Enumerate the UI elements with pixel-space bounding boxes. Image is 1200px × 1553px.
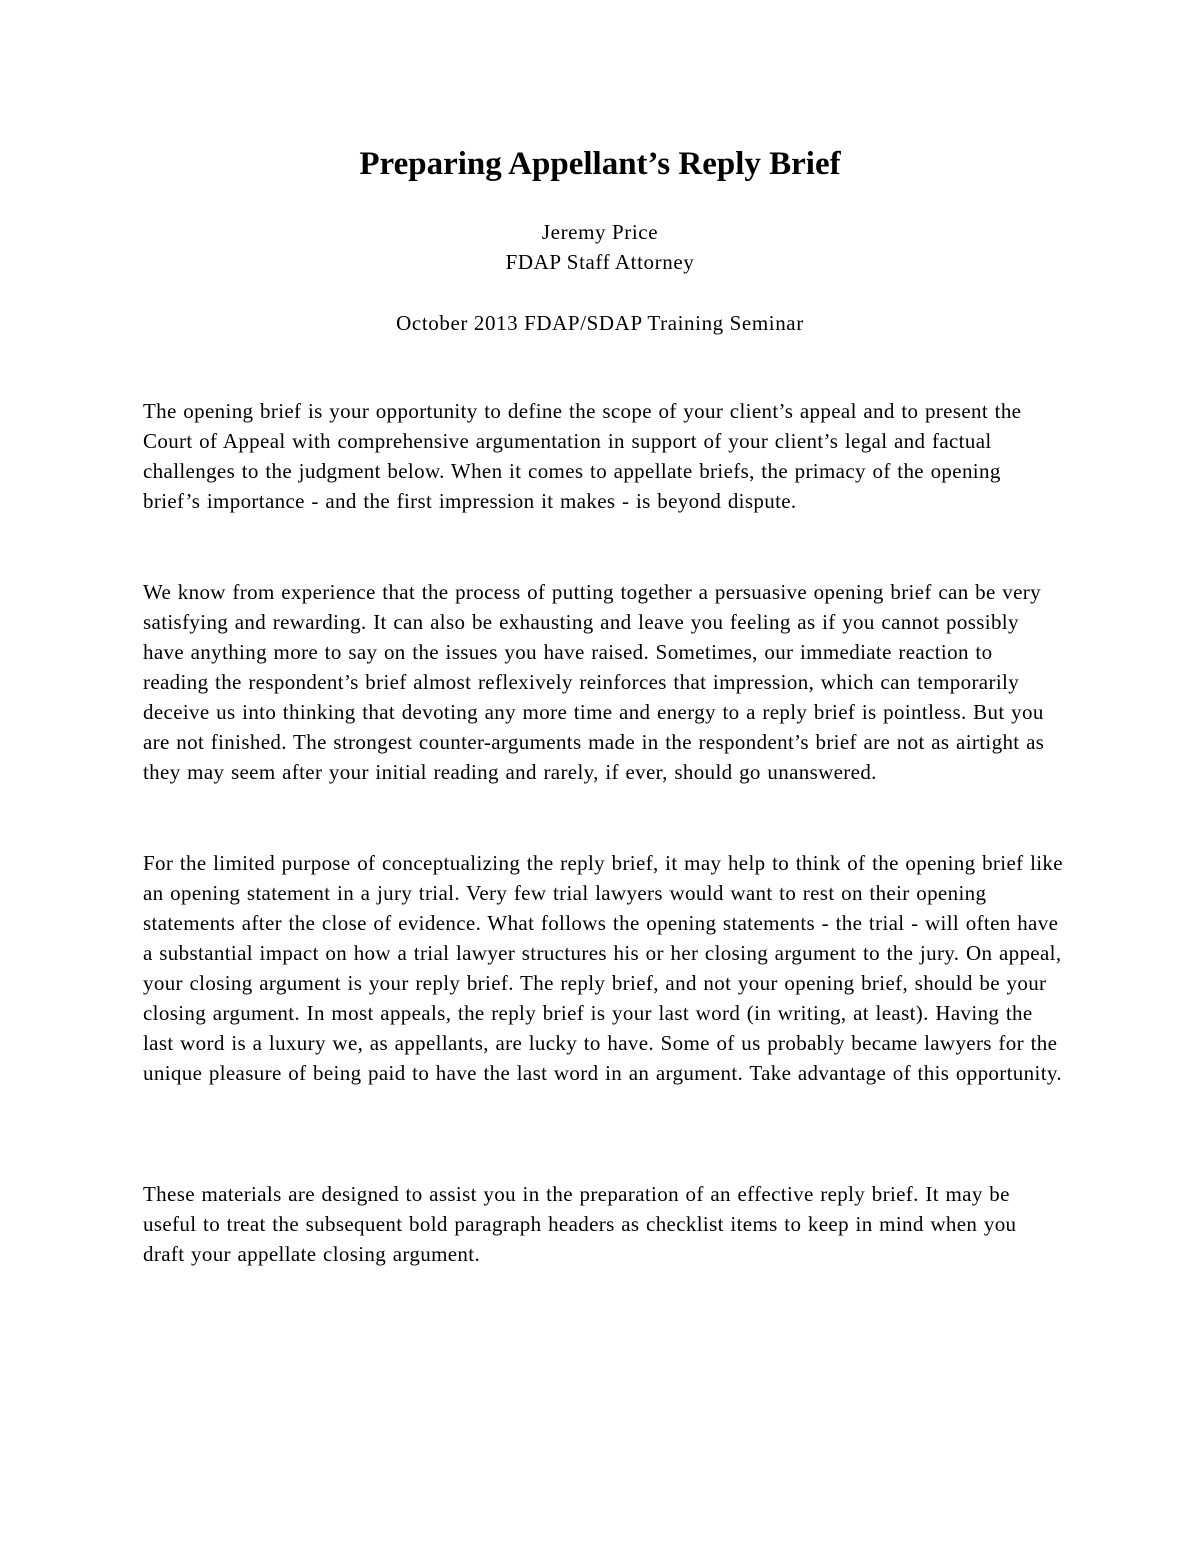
body-paragraph-2: We know from experience that the process of putting together a persuasive opening brief can be very satisfying and rewarding. It can also be exhausting and leave you feeling as if you cannot possibly have anything more to say on the issues you have raised. Sometimes, our immediate reaction to reading the respondent’s brief almost reflexively reinforces that impression, which can temporarily deceive us into thinking that devoting any more time and energy to a reply brief is pointless. But you are not finished. The strongest counter-arguments made in the respondent’s brief are not as airtight as they may seem after your initial reading and rarely, if ever, should go unanswered.	[143, 580, 1045, 784]
body-paragraph-4: These materials are designed to assist you in the preparation of an effective reply brief. It may be useful to treat the subsequent bold paragraph headers as checklist items to keep in mind when you draft your appellate closing argument.	[143, 1182, 1017, 1266]
document-title: Preparing Appellant’s Reply Brief	[359, 146, 841, 182]
body-paragraph-3: For the limited purpose of conceptualizing the reply brief, it may help to think of the opening brief like an opening statement in a jury trial. Very few trial lawyers would want to rest on their opening statements after the close of evidence. What follows the opening statements - the trial - will often have a substantial impact on how a trial lawyer structures his or her closing argument to the jury. On appeal, your closing argument is your reply brief. The reply brief, and not your opening brief, should be your closing argument. In most appeals, the reply brief is your last word (in writing, at least). Having the last word is a luxury we, as appellants, are lucky to have. Some of us probably became lawyers for the unique pleasure of being paid to have the last word in an argument. Take advantage of this opportunity.	[143, 851, 1063, 1085]
seminar-line: October 2013 FDAP/SDAP Training Seminar	[396, 311, 804, 335]
author-role: FDAP Staff Attorney	[505, 250, 695, 274]
body-paragraph-1: The opening brief is your opportunity to define the scope of your client’s appeal and to present the Court of Appeal with comprehensive argumentation in support of your client’s legal and factual challenges to the judgment below. When it comes to appellate briefs, the primacy of the opening brief’s importance - and the first impression it makes - is beyond dispute.	[143, 399, 1022, 513]
author-name: Jeremy Price	[541, 220, 659, 244]
